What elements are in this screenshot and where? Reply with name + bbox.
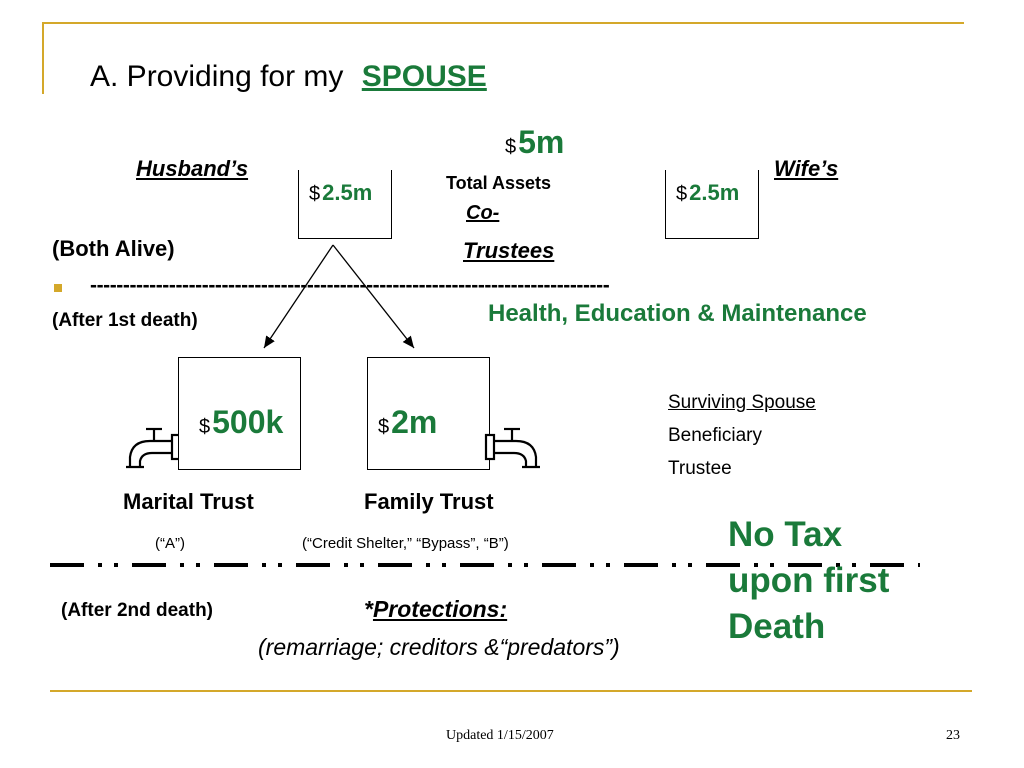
arrow-to-family-trust [333, 245, 414, 348]
marital-trust-name: Marital Trust [123, 489, 254, 514]
wife-dollar: $ [676, 183, 688, 205]
family-trust-value [378, 404, 437, 441]
family-amount: 2m [391, 404, 438, 440]
surviving-spouse-role-beneficiary: Beneficiary [668, 425, 762, 446]
both-alive-label: (Both Alive) [52, 236, 175, 261]
no-tax-callout [728, 512, 889, 650]
page-number: 23 [946, 728, 960, 743]
total-amount: 5m [518, 124, 565, 160]
husband-amount: 2.5m [322, 180, 373, 205]
wife-label: Wife’s [774, 156, 839, 181]
marital-amount: 500k [212, 404, 284, 440]
hem-standard-label: Health, Education & Maintenance [488, 300, 867, 327]
faucet-icon [484, 421, 546, 473]
surviving-spouse-role-trustee: Trustee [668, 458, 732, 479]
protections-detail: (remarriage; creditors &“predators”) [258, 634, 620, 660]
co-label: Co- [466, 202, 500, 224]
total-dollar: $ [505, 136, 517, 158]
family-trust-name: Family Trust [364, 489, 494, 514]
surviving-spouse-heading: Surviving Spouse [668, 392, 816, 413]
husband-label: Husband’s [136, 156, 249, 181]
title-prefix: A. Providing for my [90, 60, 344, 93]
protections-label: Protections: [372, 596, 508, 622]
no-tax-line-3: Death [728, 607, 826, 646]
wife-amount: 2.5m [689, 180, 740, 205]
arrow-to-marital-trust [264, 245, 333, 348]
marital-trust-value [199, 404, 283, 441]
total-assets-label: Total Assets [446, 173, 552, 193]
husband-dollar: $ [309, 183, 321, 205]
footer-date: Updated 1/15/2007 [446, 728, 554, 743]
trustees-label: Trustees [463, 238, 555, 263]
faucet-icon [120, 421, 182, 473]
family-trust-alias: (“Credit Shelter,” “Bypass”, “B”) [302, 535, 509, 552]
after-second-death-label: (After 2nd death) [61, 600, 213, 621]
protections-heading [364, 596, 507, 623]
title-highlight: SPOUSE [361, 60, 487, 93]
no-tax-line-2: upon first [728, 561, 890, 600]
marital-trust-alias: (“A”) [155, 535, 185, 552]
dashed-divider: ------------------------------------------------------------------------------- [90, 274, 610, 297]
protections-star: * [364, 596, 373, 622]
family-trust-box [367, 357, 490, 470]
no-tax-line-1: No Tax [728, 515, 843, 554]
marital-trust-box [178, 357, 301, 470]
family-dollar: $ [378, 416, 390, 438]
after-first-death-label: (After 1st death) [52, 310, 198, 331]
marital-dollar: $ [199, 416, 211, 438]
